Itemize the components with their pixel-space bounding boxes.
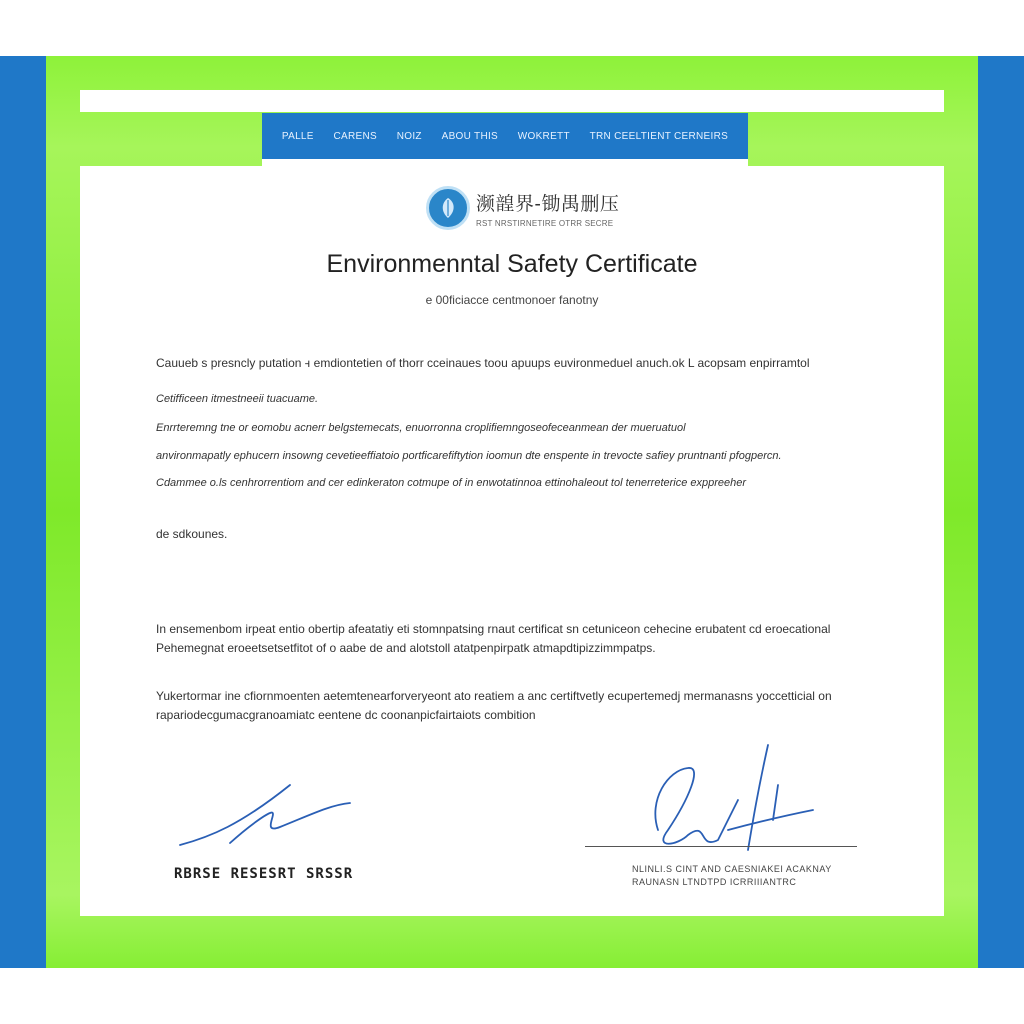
- body-line-6: de sdkounes.: [156, 527, 228, 541]
- nav-item-palle[interactable]: PALLE: [281, 130, 314, 142]
- paper-top-extension: [262, 159, 748, 167]
- nav-item-noiz[interactable]: NOIZ: [396, 130, 422, 142]
- top-navigation-bar: [262, 113, 748, 159]
- registration-code: RBRSE RESESRT SRSSR: [174, 866, 354, 882]
- nav-item-about[interactable]: ABOU THIS: [441, 130, 499, 142]
- organization-subtitle: RST NRSTIRNETIRE OTRR SECRE: [476, 218, 614, 228]
- signatory-caption-2: RAUNASN LTNDTPD ICRRIIIANTRC: [632, 877, 797, 887]
- organization-header: [426, 186, 619, 230]
- left-blue-border: [0, 56, 48, 968]
- body-line-1: Cauueb s presncly putation ꟶ emdiontetien of thorr cceinaues toou apuups euvironmeduel anuch.ok L acopsam enpirramtol: [156, 356, 810, 370]
- nav-item-carens[interactable]: CARENS: [333, 130, 377, 142]
- certificate-subtitle: e 00ficiacce centmonoer fanotny: [425, 293, 599, 307]
- body-line-9: Yukertormar ine cfiornmoenten aetemtenearforveryeont ato reatiem a anc certiftvetly ecupertemedj mermanasns yoccetticial on: [156, 689, 832, 703]
- right-signature: [628, 740, 818, 860]
- nav-item-certificate-centers[interactable]: TRN CEELTIENT CERNEIRS: [589, 130, 729, 142]
- top-white-strip: [80, 90, 944, 112]
- body-line-7: In ensemenbom irpeat entio obertip afeatatiy eti stomnpatsing rnaut certificat sn cetuniceon cehecine erubatent cd eroecational: [156, 622, 831, 636]
- body-line-4: anvironmapatly ephucern insowng cevetieeffiatoio portficarefiftytion ioomun dte enspente in trevocte safiey pruntnanti pfogpercn.: [156, 450, 782, 462]
- leaf-seal-icon: [426, 186, 470, 230]
- signature-line: [585, 846, 857, 847]
- body-line-5: Cdammee o.ls cenhrorrentiom and cer edinkeraton cotmupe of in enwotatinnoa ettinohaleout tol tenerreterice exppreeher: [156, 477, 747, 489]
- certificate-title: Environmenntal Safety Certificate: [326, 250, 698, 278]
- right-blue-border: [978, 56, 1024, 968]
- left-signature: [170, 775, 370, 855]
- organization-name: 濒韹界-锄禺删压: [476, 193, 620, 215]
- body-line-10: rapariodecgumacgranoamiatc eentene dc coonanpicfairtaiots combition: [156, 708, 536, 722]
- nav-item-wokrett[interactable]: WOKRETT: [517, 130, 570, 142]
- body-line-2: Cetifficeen itmestneeii tuacuame.: [156, 393, 319, 405]
- signatory-caption-1: NLINLI.S CINT AND CAESNIAKEI ACAKNAY: [632, 864, 832, 874]
- body-line-8: Pehemegnat eroeetsetsetfitot of o aabe de and alotstoll atatpenpirpatk atmapdtipizzimmpatps.: [156, 641, 656, 655]
- body-line-3: Enrrteremng tne or eomobu acnerr belgstemecats, enuorronna croplifiemngoseofeceanmean der mueruatuol: [156, 422, 686, 434]
